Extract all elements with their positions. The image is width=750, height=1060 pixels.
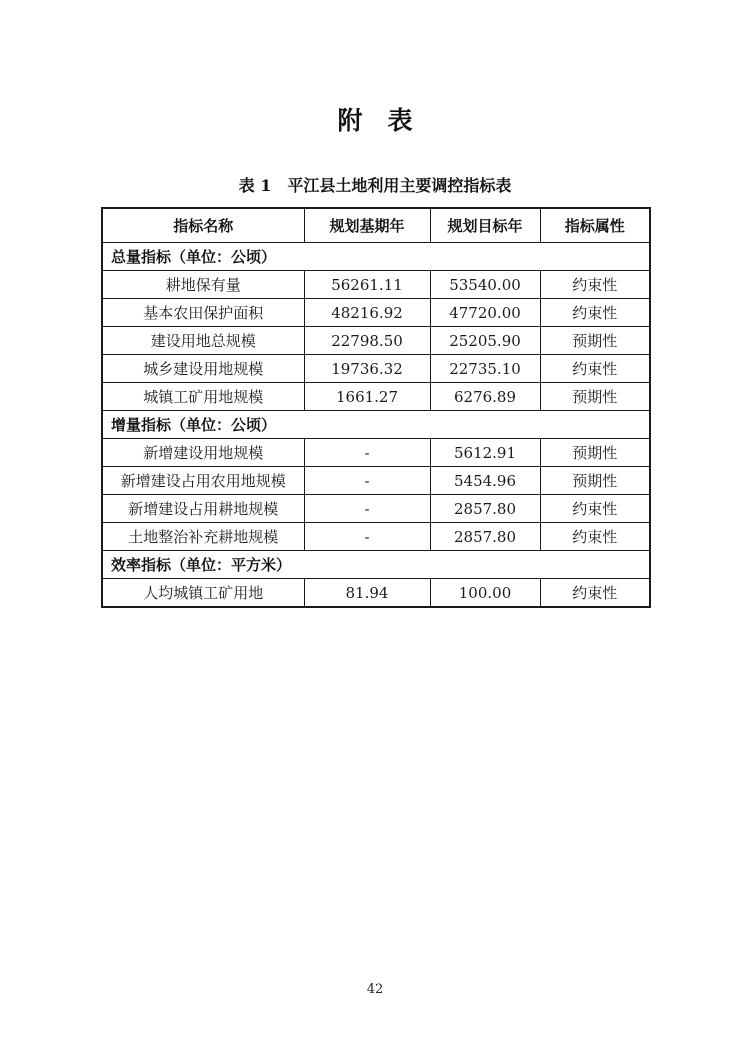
table-caption: 表 1 平江县土地利用主要调控指标表 (238, 176, 512, 195)
section-label: 增量指标（单位：公顷） (102, 411, 650, 439)
section-row (102, 551, 650, 579)
table-row (102, 355, 650, 383)
table-row (102, 523, 650, 551)
cell-name: 基本农田保护面积 (102, 299, 304, 327)
table-row (102, 439, 650, 467)
cell-base: - (304, 495, 430, 523)
cell-base: - (304, 467, 430, 495)
cell-attr: 约束性 (540, 495, 650, 523)
section-row (102, 243, 650, 271)
cell-target: 100.00 (430, 579, 540, 608)
cell-target: 5454.96 (430, 467, 540, 495)
cell-attr: 预期性 (540, 467, 650, 495)
cell-name: 建设用地总规模 (102, 327, 304, 355)
header-attribute: 指标属性 (540, 208, 650, 243)
cell-base: 56261.11 (304, 271, 430, 299)
cell-base: - (304, 439, 430, 467)
cell-target: 25205.90 (430, 327, 540, 355)
cell-base: 48216.92 (304, 299, 430, 327)
cell-attr: 预期性 (540, 439, 650, 467)
table-row (102, 383, 650, 411)
cell-base: 22798.50 (304, 327, 430, 355)
cell-base: - (304, 523, 430, 551)
header-base-year: 规划基期年 (304, 208, 430, 243)
cell-name: 新增建设占用耕地规模 (102, 495, 304, 523)
section-label: 效率指标（单位：平方米） (102, 551, 650, 579)
cell-base: 1661.27 (304, 383, 430, 411)
cell-name: 土地整治补充耕地规模 (102, 523, 304, 551)
cell-name: 新增建设占用农用地规模 (102, 467, 304, 495)
page-number: 42 (366, 982, 384, 997)
cell-target: 53540.00 (430, 271, 540, 299)
indicator-table-body (102, 243, 650, 608)
table-row (102, 327, 650, 355)
indicator-table (101, 207, 651, 608)
cell-attr: 约束性 (540, 579, 650, 608)
cell-base: 19736.32 (304, 355, 430, 383)
table-row (102, 299, 650, 327)
cell-attr: 预期性 (540, 327, 650, 355)
cell-target: 22735.10 (430, 355, 540, 383)
cell-attr: 约束性 (540, 523, 650, 551)
header-indicator-name: 指标名称 (102, 208, 304, 243)
cell-attr: 约束性 (540, 271, 650, 299)
cell-name: 新增建设用地规模 (102, 439, 304, 467)
section-row (102, 411, 650, 439)
cell-name: 耕地保有量 (102, 271, 304, 299)
table-row (102, 579, 650, 608)
table-row (102, 271, 650, 299)
cell-attr: 约束性 (540, 299, 650, 327)
cell-target: 47720.00 (430, 299, 540, 327)
cell-target: 2857.80 (430, 523, 540, 551)
header-target-year: 规划目标年 (430, 208, 540, 243)
table-row (102, 495, 650, 523)
cell-name: 城镇工矿用地规模 (102, 383, 304, 411)
cell-name: 城乡建设用地规模 (102, 355, 304, 383)
cell-attr: 约束性 (540, 355, 650, 383)
cell-attr: 预期性 (540, 383, 650, 411)
cell-base: 81.94 (304, 579, 430, 608)
cell-name: 人均城镇工矿用地 (102, 579, 304, 608)
table-row (102, 467, 650, 495)
cell-target: 6276.89 (430, 383, 540, 411)
cell-target: 2857.80 (430, 495, 540, 523)
table-header-row (102, 208, 650, 243)
cell-target: 5612.91 (430, 439, 540, 467)
page-title: 附 表 (337, 106, 413, 135)
section-label: 总量指标（单位：公顷） (102, 243, 650, 271)
